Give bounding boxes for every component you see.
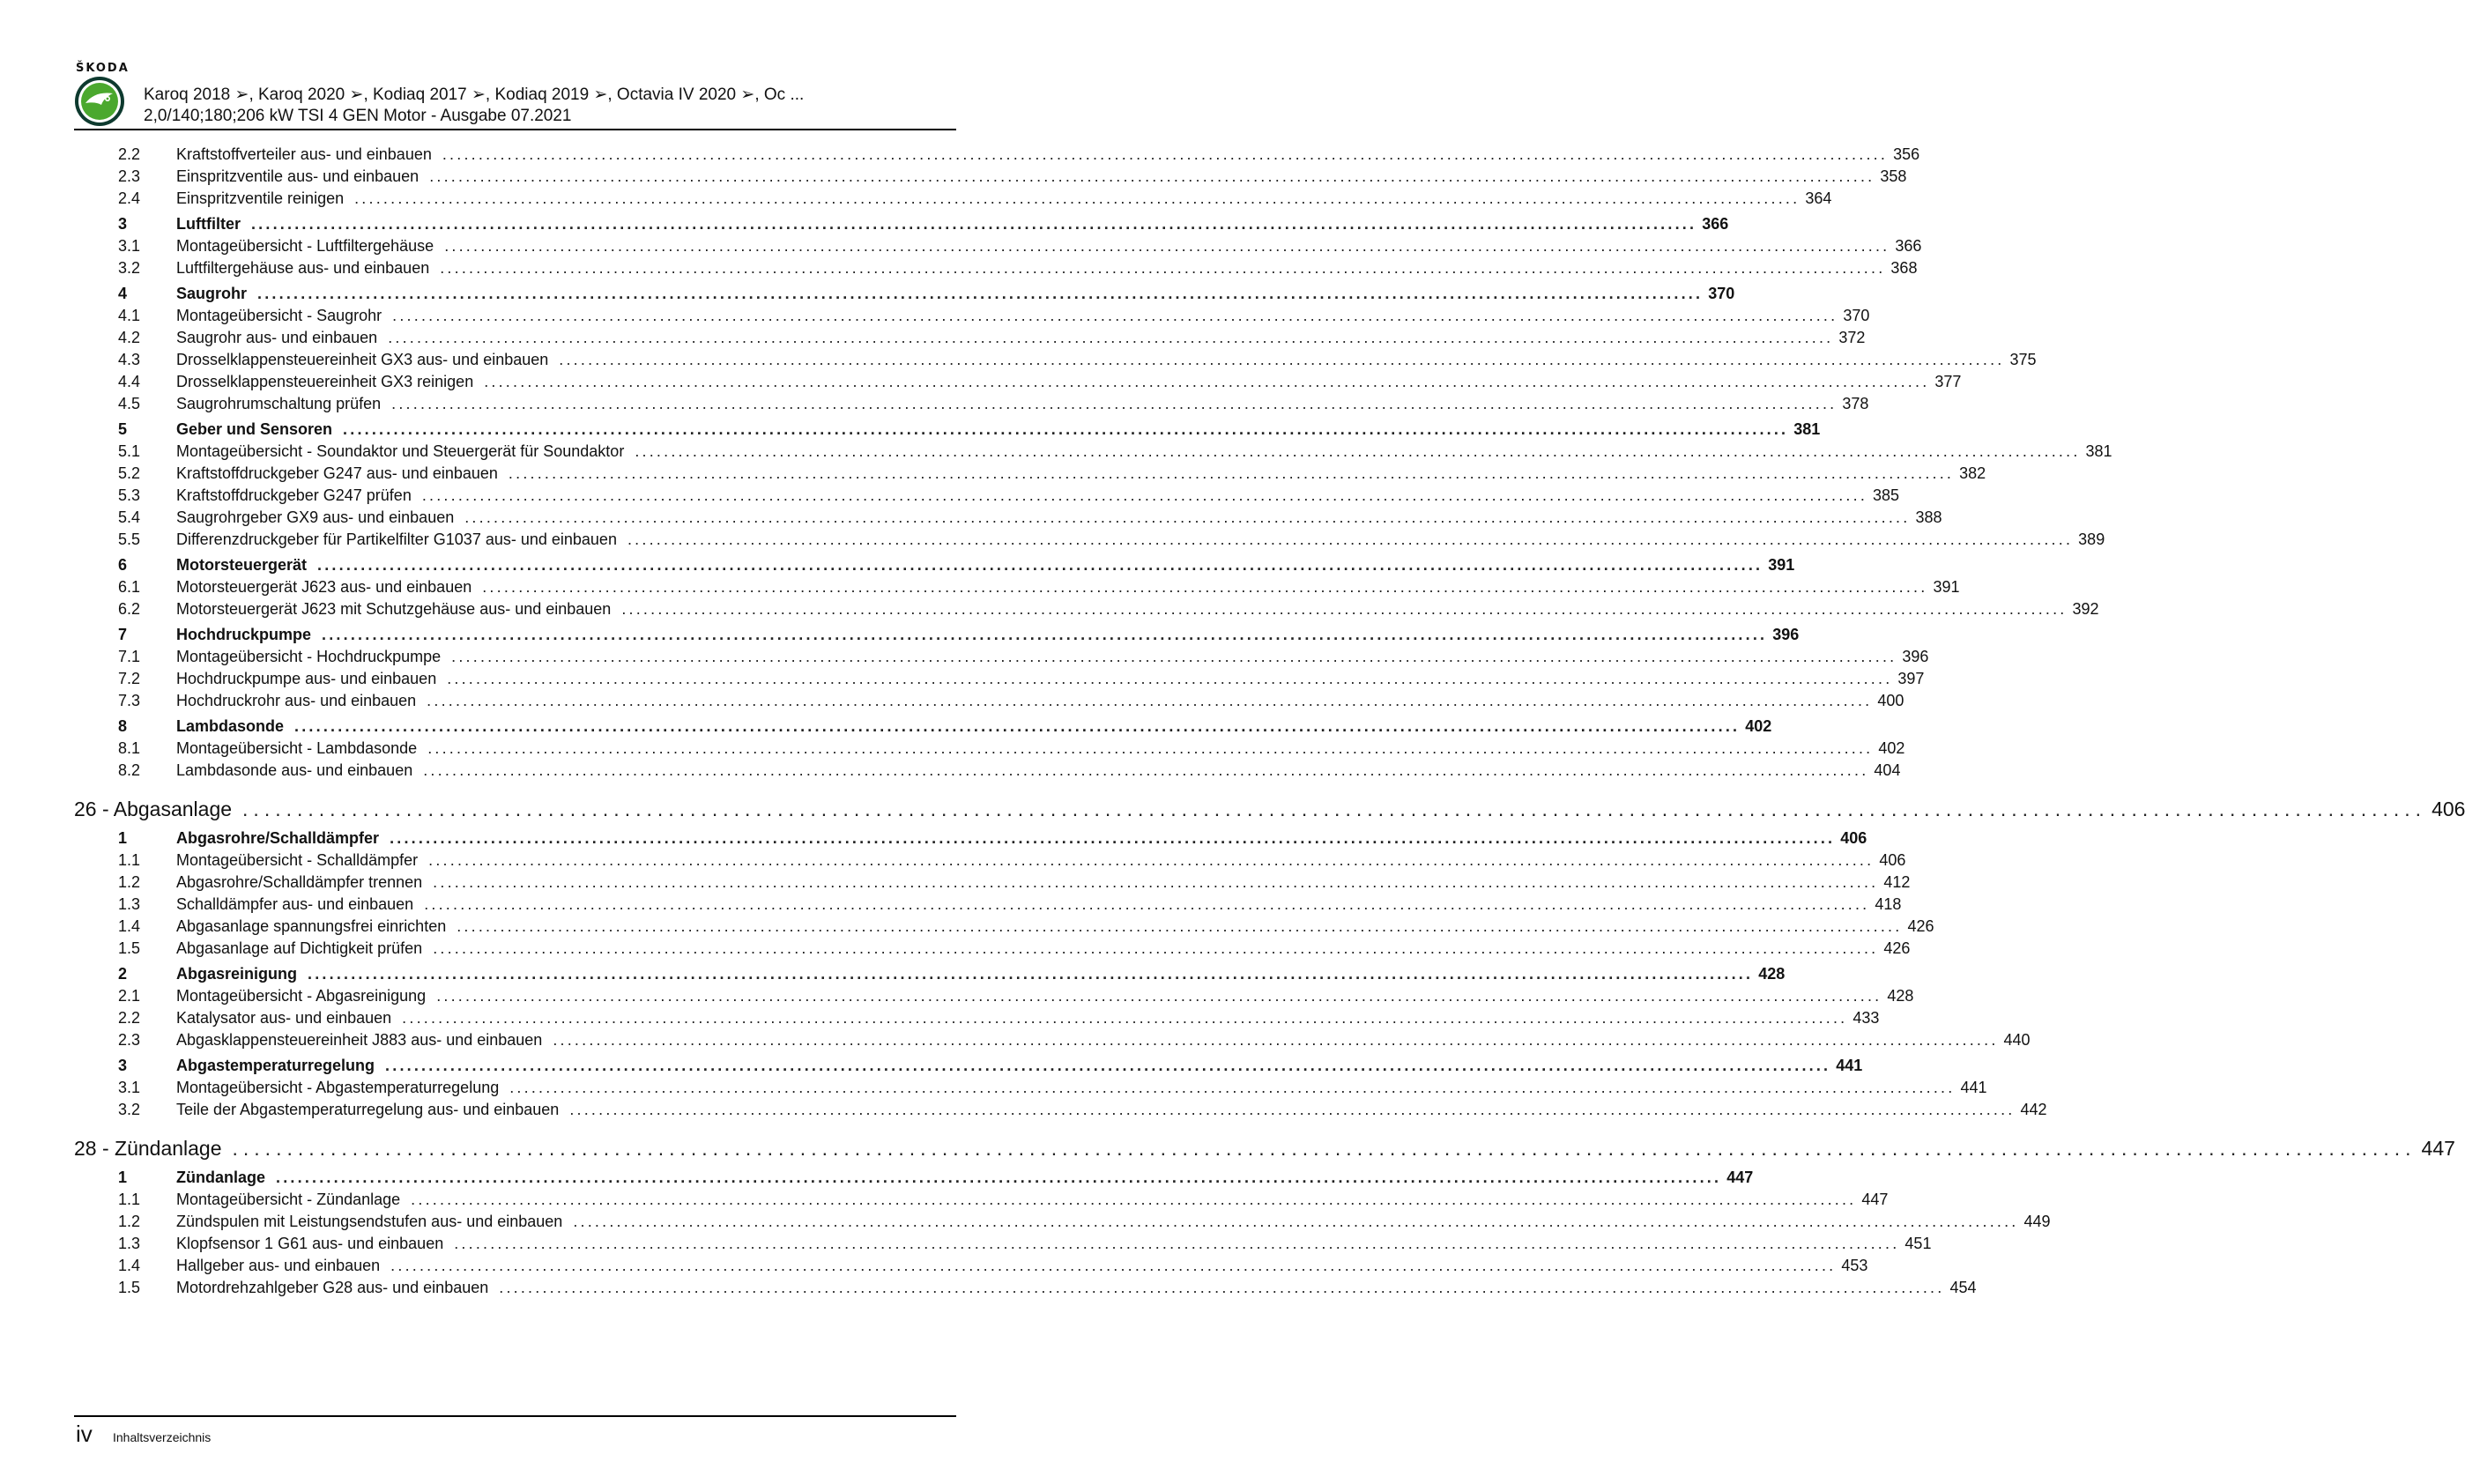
toc-title: Hallgeber aus- und einbauen	[176, 1257, 381, 1274]
toc-page-number: 389	[2078, 531, 2105, 548]
toc-leader-dots: ........................................................................................................................................................................................................	[250, 215, 1697, 233]
toc-page-number: 454	[1949, 1279, 1977, 1296]
toc-row[interactable]	[74, 166, 1907, 188]
toc-row[interactable]	[74, 850, 1906, 872]
toc-title: Montageübersicht - Schalldämpfer	[176, 851, 419, 869]
toc-leader-dots: ........................................................................................................................................................................................................	[276, 1169, 1722, 1186]
toc-page-number: 358	[1880, 167, 1907, 185]
toc-number: 1.1	[118, 851, 141, 869]
toc-leader-dots: ........................................................................................................................................................................................................	[257, 285, 1704, 302]
toc-page-number: 406	[1840, 829, 1867, 847]
toc-number: 2.2	[118, 145, 141, 163]
toc-number: 7.3	[118, 692, 141, 709]
header-divider	[74, 129, 956, 130]
toc-row[interactable]	[74, 576, 1960, 598]
toc-row[interactable]	[74, 1189, 1889, 1211]
toc-number: 1	[118, 829, 128, 847]
toc-leader-dots: ........................................................................................................................................................................................................	[444, 237, 1890, 255]
toc-title: Abgasanlage spannungsfrei einrichten	[176, 917, 447, 935]
toc-page-number: 377	[1934, 373, 1962, 390]
toc-title: Hochdruckpumpe aus- und einbauen	[176, 670, 437, 687]
toc-number: 6	[118, 556, 128, 574]
toc-section-row[interactable]	[74, 827, 1867, 850]
toc-leader-dots: ........................................................................................................................................................................................................	[308, 965, 1754, 983]
toc-title: Lambdasonde	[176, 717, 285, 735]
toc-leader-dots: ........................................................................................................................................................................................................	[388, 329, 1834, 346]
toc-leader-dots: ........................................................................................................................................................................................................	[457, 917, 1903, 935]
toc-section-row[interactable]	[74, 716, 1772, 738]
toc-number: 3.1	[118, 1079, 141, 1096]
toc-number: 5.3	[118, 486, 141, 504]
toc-number: 4.4	[118, 373, 141, 390]
toc-leader-dots: ........................................................................................................................................................................................................	[482, 578, 1928, 596]
toc-row[interactable]	[74, 1211, 2051, 1233]
toc-leader-dots: ........................................................................................................................................................................................................	[391, 395, 1838, 412]
footer-label: Inhaltsverzeichnis	[113, 1430, 212, 1444]
toc-row[interactable]	[74, 1277, 1977, 1299]
toc-number: 8	[118, 717, 128, 735]
toc-title: Drosselklappensteuereinheit GX3 reinigen	[176, 373, 474, 390]
toc-section-row[interactable]	[74, 1055, 1863, 1077]
toc-page-number: 418	[1875, 895, 1902, 913]
toc-page-number: 396	[1902, 648, 1929, 665]
toc-number: 6.2	[118, 600, 141, 618]
toc-title: Abgasanlage auf Dichtigkeit prüfen	[176, 939, 423, 957]
toc-chapter-row[interactable]	[74, 1133, 2455, 1163]
toc-title: Montageübersicht - Soundaktor und Steuergerät für Soundaktor	[176, 442, 625, 460]
toc-title: Klopfsensor 1 G61 aus- und einbauen	[176, 1235, 444, 1252]
toc-number: 7	[118, 626, 128, 643]
toc-number: 1.3	[118, 1235, 141, 1252]
toc-title: Motorsteuergerät	[176, 556, 308, 574]
toc-row[interactable]	[74, 938, 1911, 960]
toc-leader-dots: ........................................................................................................................................................................................................	[428, 851, 1875, 869]
toc-leader-dots: ........................................................................................................................................................................................................	[354, 189, 1800, 207]
toc-page-number: 370	[1708, 285, 1735, 302]
toc-row[interactable]	[74, 529, 2105, 551]
toc-number: 3	[118, 1057, 128, 1074]
toc-page-number: 392	[2072, 600, 2099, 618]
toc-page-number: 388	[1915, 508, 1942, 526]
toc-leader-dots: ........................................................................................................................................................................................................	[627, 531, 2074, 548]
toc-page-number: 406	[1879, 851, 1906, 869]
toc-title: Teile der Abgastemperaturregelung aus- und einbauen	[176, 1101, 560, 1118]
toc-title: Motordrehzahlgeber G28 aus- und einbauen	[176, 1279, 489, 1296]
toc-title: Montageübersicht - Luftfiltergehäuse	[176, 237, 434, 255]
toc-title: Montageübersicht - Saugrohr	[176, 307, 382, 324]
toc-leader-dots: ........................................................................................................................................................................................................	[454, 1235, 1900, 1252]
toc-leader-dots: ........................................................................................................................................................................................................	[390, 829, 1836, 847]
toc-title: Kraftstoffdruckgeber G247 prüfen	[176, 486, 412, 504]
toc-title: Einspritzventile reinigen	[176, 189, 345, 207]
toc-page-number: 449	[2023, 1213, 2051, 1230]
toc-row[interactable]	[74, 894, 1902, 916]
toc-number: 4.1	[118, 307, 141, 324]
toc-number: 2	[118, 965, 128, 983]
toc-page-number: 447	[1861, 1191, 1889, 1208]
toc-leader-dots: ........................................................................................................................................................................................................	[424, 895, 1870, 913]
footer-page-number: iv	[76, 1421, 93, 1447]
toc-leader-dots: ........................................................................................................................................................................................................	[392, 307, 1838, 324]
toc-number: 1	[118, 1169, 128, 1186]
toc-row[interactable]	[74, 668, 1925, 690]
toc-leader-dots: ........................................................................................................................................................................................................	[635, 442, 2081, 460]
toc-page-number: 442	[2020, 1101, 2047, 1118]
toc-row[interactable]	[74, 1029, 2031, 1051]
toc-section-row[interactable]	[74, 419, 1821, 441]
toc-row[interactable]	[74, 371, 1962, 393]
brand-wordmark: ŠKODA	[76, 62, 130, 75]
toc-leader-dots: ........................................................................................................................................................................................................	[508, 464, 1955, 482]
toc-number: 1.3	[118, 895, 141, 913]
toc-page-number: 366	[1895, 237, 1922, 255]
toc-number: 4.2	[118, 329, 141, 346]
toc-leader-dots: ........................................................................................................................................................................................................	[429, 167, 1875, 185]
toc-leader-dots: ........................................................................................................................................................................................................	[317, 556, 1763, 574]
toc-row[interactable]	[74, 1233, 1932, 1255]
toc-page-number: 381	[2085, 442, 2112, 460]
toc-number: 5	[118, 420, 128, 438]
toc-section-row[interactable]	[74, 963, 1786, 985]
toc-leader-dots: ........................................................................................................................................................................................................	[390, 1257, 1837, 1274]
toc-title: 28 - Zündanlage	[74, 1137, 222, 1160]
toc-leader-dots: ........................................................................................................................................................................................................	[436, 987, 1882, 1005]
toc-title: Hochdruckrohr aus- und einbauen	[176, 692, 417, 709]
toc-page-number: 406	[2432, 798, 2465, 820]
toc-chapter-row[interactable]	[74, 794, 2465, 824]
toc-leader-dots: ........................................................................................................................................................................................................	[451, 648, 1897, 665]
toc-leader-dots: ........................................................................................................................................................................................................	[559, 351, 2005, 368]
toc-number: 7.1	[118, 648, 141, 665]
toc-leader-dots: ........................................................................................................................................................................................................	[440, 259, 1886, 277]
toc-leader-dots: ........................................................................................................................................................................................................	[427, 692, 1873, 709]
toc-page-number: 381	[1793, 420, 1821, 438]
toc-title: Abgastemperaturregelung	[176, 1057, 375, 1074]
toc-title: Montageübersicht - Hochdruckpumpe	[176, 648, 442, 665]
toc-title: Saugrohrumschaltung prüfen	[176, 395, 382, 412]
toc-title: Katalysator aus- und einbauen	[176, 1009, 392, 1027]
toc-title: Montageübersicht - Lambdasonde	[176, 739, 418, 757]
toc-title: Geber und Sensoren	[176, 420, 333, 438]
toc-leader-dots: ........................................................................................................................................................................................................	[423, 761, 1869, 779]
toc-number: 3	[118, 215, 128, 233]
toc-page-number: 426	[1883, 939, 1911, 957]
toc-number: 1.5	[118, 939, 141, 957]
toc-section-row[interactable]	[74, 213, 1729, 235]
toc-row[interactable]	[74, 690, 1904, 712]
toc-row[interactable]	[74, 738, 1905, 760]
toc-page-number: 402	[1878, 739, 1905, 757]
toc-row[interactable]	[74, 1077, 1987, 1099]
toc-leader-dots: ........................................................................................................................................................................................................	[621, 600, 2068, 618]
toc-number: 8.2	[118, 761, 141, 779]
toc-page-number: 447	[2421, 1137, 2455, 1160]
toc-title: Lambdasonde aus- und einbauen	[176, 761, 413, 779]
toc-section-row[interactable]	[74, 283, 1735, 305]
toc-title: Drosselklappensteuereinheit GX3 aus- und einbauen	[176, 351, 549, 368]
toc-leader-dots: ........................................................................................................................................................................................................	[421, 486, 1868, 504]
toc-leader-dots: ........................................................................................................................................................................................................	[569, 1101, 2016, 1118]
toc-leader-dots: ........................................................................................................................................................................................................	[464, 508, 1911, 526]
toc-title: Motorsteuergerät J623 mit Schutzgehäuse aus- und einbauen	[176, 600, 612, 618]
toc-title: Abgasreinigung	[176, 965, 298, 983]
toc-page-number: 370	[1843, 307, 1870, 324]
toc-page-number: 433	[1852, 1009, 1880, 1027]
toc-title: Saugrohrgeber GX9 aus- und einbauen	[176, 508, 455, 526]
toc-page-number: 400	[1877, 692, 1904, 709]
footer-divider	[74, 1415, 956, 1417]
toc-page-number: 428	[1758, 965, 1786, 983]
toc-page-number: 447	[1726, 1169, 1754, 1186]
toc-row[interactable]	[74, 985, 1914, 1007]
toc-row[interactable]	[74, 485, 1900, 507]
toc-page-number: 440	[2003, 1031, 2031, 1049]
toc-leader-dots: ........................................................................................................................................................................................................	[402, 1009, 1848, 1027]
toc-title: Abgasklappensteuereinheit J883 aus- und einbauen	[176, 1031, 543, 1049]
toc-row[interactable]	[74, 598, 2099, 620]
toc-title: Saugrohr	[176, 285, 248, 302]
toc-title: Saugrohr aus- und einbauen	[176, 329, 378, 346]
toc-page-number: 378	[1842, 395, 1869, 412]
toc-row[interactable]	[74, 1255, 1868, 1277]
toc-page-number: 375	[2009, 351, 2037, 368]
toc-page-number: 412	[1883, 873, 1911, 891]
toc-leader-dots: ........................................................................................................................................................................................................	[411, 1191, 1857, 1208]
toc-page-number: 441	[1960, 1079, 1987, 1096]
toc-leader-dots: ........................................................................................................................................................................................................	[385, 1057, 1831, 1074]
toc-row[interactable]	[74, 441, 2112, 463]
toc-leader-dots: ........................................................................................................................................................................................................	[433, 873, 1879, 891]
toc-title: Montageübersicht - Abgastemperaturregelung	[176, 1079, 500, 1096]
toc-number: 4.3	[118, 351, 141, 368]
toc-row[interactable]	[74, 305, 1870, 327]
toc-number: 5.5	[118, 531, 141, 548]
toc-row[interactable]	[74, 463, 1986, 485]
toc-row[interactable]	[74, 235, 1922, 257]
toc-page-number: 426	[1907, 917, 1934, 935]
toc-page-number: 356	[1893, 145, 1920, 163]
toc-leader-dots: ........................................................................................................................................................................................................	[484, 373, 1930, 390]
toc-page-number: 453	[1841, 1257, 1868, 1274]
toc-number: 8.1	[118, 739, 141, 757]
toc-page-number: 441	[1836, 1057, 1863, 1074]
toc-title: Motorsteuergerät J623 aus- und einbauen	[176, 578, 472, 596]
toc-leader-dots: ........................................................................................................................................................................................................	[573, 1213, 2019, 1230]
toc-title: Abgasrohre/Schalldämpfer trennen	[176, 873, 423, 891]
toc-title: Luftfiltergehäuse aus- und einbauen	[176, 259, 430, 277]
toc-number: 7.2	[118, 670, 141, 687]
toc-title: Zündanlage	[176, 1169, 266, 1186]
toc-number: 2.4	[118, 189, 141, 207]
toc-leader-dots: ........................................................................................................................................................................................................	[433, 939, 1879, 957]
table-of-contents	[74, 144, 2465, 1299]
toc-page-number: 428	[1887, 987, 1914, 1005]
toc-number: 3.1	[118, 237, 141, 255]
toc-leader-dots: ........................................................................................................................................................................................................	[294, 717, 1741, 735]
toc-number: 2.1	[118, 987, 141, 1005]
toc-number: 1.4	[118, 917, 141, 935]
toc-number: 3.2	[118, 259, 141, 277]
toc-row[interactable]	[74, 188, 1832, 210]
toc-row[interactable]	[74, 349, 2037, 371]
toc-number: 5.2	[118, 464, 141, 482]
toc-section-row[interactable]	[74, 1167, 1754, 1189]
toc-page-number: 372	[1838, 329, 1866, 346]
toc-title: Abgasrohre/Schalldämpfer	[176, 829, 380, 847]
toc-number: 4	[118, 285, 128, 302]
toc-number: 5.4	[118, 508, 141, 526]
toc-leader-dots: ........................................................................................................................................................................................................	[242, 798, 2427, 820]
toc-page-number: 364	[1805, 189, 1832, 207]
toc-leader-dots: ........................................................................................................................................................................................................	[499, 1279, 1945, 1296]
toc-page-number: 397	[1897, 670, 1925, 687]
toc-page-number: 368	[1890, 259, 1918, 277]
toc-title: Kraftstoffverteiler aus- und einbauen	[176, 145, 432, 163]
toc-page-number: 396	[1772, 626, 1800, 643]
toc-row[interactable]	[74, 760, 1901, 782]
toc-page-number: 366	[1702, 215, 1729, 233]
document-title: Karoq 2018 ➢, Karoq 2020 ➢, Kodiaq 2017 ➢, Kodiaq 2019 ➢, Octavia IV 2020 ➢, Oc ...	[144, 85, 805, 104]
toc-title: Montageübersicht - Abgasreinigung	[176, 987, 427, 1005]
toc-leader-dots: ........................................................................................................................................................................................................	[553, 1031, 1999, 1049]
toc-number: 2.3	[118, 167, 141, 185]
toc-section-row[interactable]	[74, 554, 1795, 576]
toc-title: Montageübersicht - Zündanlage	[176, 1191, 401, 1208]
toc-number: 3.2	[118, 1101, 141, 1118]
toc-number: 1.2	[118, 873, 141, 891]
toc-leader-dots: ........................................................................................................................................................................................................	[509, 1079, 1956, 1096]
toc-number: 5.1	[118, 442, 141, 460]
toc-title: Kraftstoffdruckgeber G247 aus- und einbauen	[176, 464, 498, 482]
toc-page-number: 382	[1959, 464, 1986, 482]
toc-leader-dots: ........................................................................................................................................................................................................	[322, 626, 1768, 643]
toc-title: Zündspulen mit Leistungsendstufen aus- und einbauen	[176, 1213, 563, 1230]
toc-number: 1.5	[118, 1279, 141, 1296]
toc-leader-dots: ........................................................................................................................................................................................................	[232, 1137, 2417, 1160]
toc-row[interactable]	[74, 144, 1920, 166]
toc-leader-dots: ........................................................................................................................................................................................................	[447, 670, 1893, 687]
toc-title: Einspritzventile aus- und einbauen	[176, 167, 419, 185]
toc-row[interactable]	[74, 327, 1866, 349]
toc-page-number: 385	[1873, 486, 1900, 504]
toc-page-number: 404	[1874, 761, 1901, 779]
toc-row[interactable]	[74, 646, 1929, 668]
toc-title: Luftfilter	[176, 215, 241, 233]
toc-page-number: 391	[1768, 556, 1795, 574]
toc-leader-dots: ........................................................................................................................................................................................................	[442, 145, 1889, 163]
toc-row[interactable]	[74, 393, 1869, 415]
toc-page-number: 391	[1933, 578, 1960, 596]
toc-number: 1.2	[118, 1213, 141, 1230]
toc-row[interactable]	[74, 916, 1934, 938]
toc-row[interactable]	[74, 507, 1942, 529]
toc-section-row[interactable]	[74, 624, 1800, 646]
toc-number: 2.2	[118, 1009, 141, 1027]
toc-number: 2.3	[118, 1031, 141, 1049]
toc-number: 4.5	[118, 395, 141, 412]
toc-title: 26 - Abgasanlage	[74, 798, 233, 820]
toc-row[interactable]	[74, 872, 1911, 894]
toc-row[interactable]	[74, 1007, 1880, 1029]
skoda-logo-icon	[74, 76, 125, 127]
toc-page-number: 402	[1745, 717, 1772, 735]
toc-page-number: 451	[1904, 1235, 1932, 1252]
toc-leader-dots: ........................................................................................................................................................................................................	[427, 739, 1874, 757]
toc-number: 6.1	[118, 578, 141, 596]
document-subtitle: 2,0/140;180;206 kW TSI 4 GEN Motor - Ausgabe 07.2021	[144, 107, 572, 125]
toc-number: 1.4	[118, 1257, 141, 1274]
toc-title: Hochdruckpumpe	[176, 626, 312, 643]
toc-row[interactable]	[74, 257, 1918, 279]
toc-title: Schalldämpfer aus- und einbauen	[176, 895, 414, 913]
toc-row[interactable]	[74, 1099, 2047, 1121]
toc-leader-dots: ........................................................................................................................................................................................................	[343, 420, 1789, 438]
toc-number: 1.1	[118, 1191, 141, 1208]
toc-title: Differenzdruckgeber für Partikelfilter G1037 aus- und einbauen	[176, 531, 617, 548]
